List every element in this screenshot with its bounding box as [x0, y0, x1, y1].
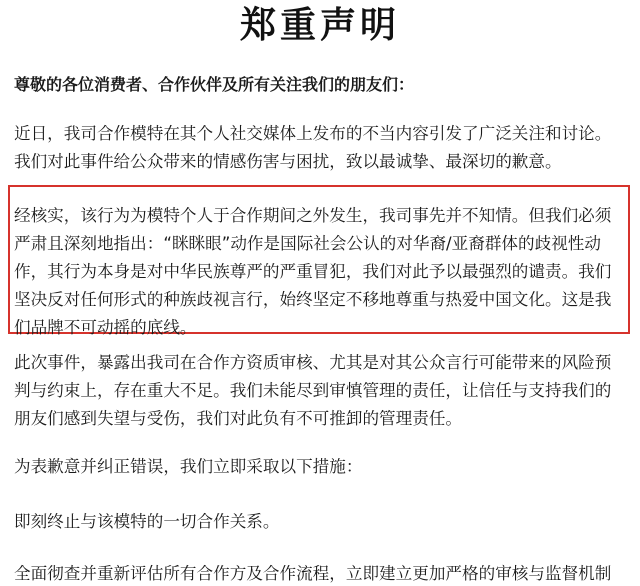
paragraph-measure-terminate: [14, 508, 628, 536]
paragraph-line: 严肃且深刻地指出：“眯眯眼”动作是国际社会公认的对华裔/亚裔群体的歧视性动: [14, 234, 601, 253]
paragraph-responsibility: [14, 349, 628, 433]
document-title: 郑重声明: [239, 5, 400, 46]
paragraph-line: 坚决反对任何形式的种族歧视言行，始终坚定不移地尊重与热爱中国文化。这是我: [14, 290, 612, 309]
paragraph-line: 经核实，该行为为模特个人于合作期间之外发生，我司事先并不知情。但我们必须: [14, 206, 612, 225]
paragraph-measures-intro: [14, 453, 628, 481]
paragraph-verification-highlighted: [14, 202, 628, 342]
paragraph-line: 我们对此事件给公众带来的情感伤害与困扰，致以最诚挚、最深切的歉意。: [14, 152, 562, 171]
paragraph-line: 判与约束上，存在重大不足。我们未能尽到审慎管理的责任，让信任与支持我们的: [14, 381, 612, 400]
paragraph-line: 们品牌不可动摇的底线。: [14, 318, 197, 337]
paragraph-line: 此次事件，暴露出我司在合作方资质审核、尤其是对其公众言行可能带来的风险预: [14, 353, 612, 372]
salutation: 尊敬的各位消费者、合作伙伴及所有关注我们的朋友们：: [14, 75, 415, 94]
paragraph-apology: [14, 120, 628, 176]
paragraph-line: 全面彻查并重新评估所有合作方及合作流程，立即建立更加严格的审核与监督机制: [14, 564, 612, 583]
paragraph-line: 朋友们感到失望与受伤，我们对此负有不可推卸的管理责任。: [14, 409, 463, 428]
paragraph-line: 近日，我司合作模特在其个人社交媒体上发布的不当内容引发了广泛关注和讨论。: [14, 124, 612, 143]
paragraph-line: 作，其行为本身是对中华民族尊严的严重冒犯，我们对此予以最强烈的谴责。我们: [14, 262, 612, 281]
paragraph-line: 为表歉意并纠正错误，我们立即采取以下措施：: [14, 457, 363, 476]
paragraph-line: 即刻终止与该模特的一切合作关系。: [14, 512, 280, 531]
paragraph-measure-review: [14, 560, 628, 586]
